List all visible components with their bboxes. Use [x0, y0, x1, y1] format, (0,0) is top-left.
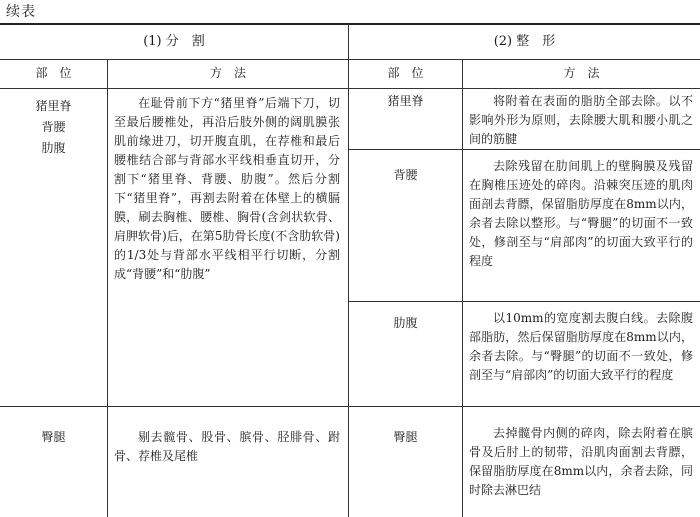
table-top-border: [0, 23, 700, 25]
left-row2-part: [0, 428, 107, 447]
right-row-divider-1: [348, 149, 700, 150]
section-title-cutting: (1) 分 割: [143, 34, 205, 49]
left-row1-method: 在耻骨前下方“猪里脊”后端下刀，切至最后腰椎处，再沿后肢外侧的阔肌膜张肌前缘进刀，切开腹直肌，在荐椎和最后腰椎结合部与背部水平线相垂直切开，分割下“猪里脊、背腰、肋腹”。然后分割下“猪里脊”，再割去附着在体壁上的横膈膜，刷去胸椎、腰椎、胸骨(含剑状软骨、肩胛软骨)后，在第5肋骨长度(不含肋软骨)的1/3处与背部水平线相平行切断，分割成“背腰”和“肋腹”: [114, 96, 340, 281]
left-inner-divider: [107, 59, 108, 517]
continued-label: 续表: [6, 4, 36, 20]
right-row1-part: 猪里脊: [387, 94, 424, 108]
part-label: 臀腿: [41, 430, 66, 444]
column-header-rule: [0, 88, 700, 89]
right-row1-method: 将附着在表面的脂肪全部去除。以不影响外形为原则，去除腰大肌和腰小肌之间的筋腱: [469, 94, 693, 146]
right-row-divider-2: [348, 301, 700, 302]
right-method-header: 方 法: [563, 66, 600, 80]
right-row4-method: 去掉髋骨内侧的碎肉，除去附着在膑骨及后肘上的韧带，沿肌肉面割去背膘，保留脂肪厚度在8mm以内，余者去除，同时除去淋巴结: [469, 426, 693, 497]
right-row2-part: 背腰: [393, 168, 418, 182]
left-row-divider: [0, 406, 348, 407]
right-part-header: 部 位: [387, 66, 424, 80]
right-row2-method: 去除残留在肋间肌上的壁胸膜及残留在胸椎压迹处的碎肉。沿棘突压迹的肌肉面剖去背膘，保留脂肪厚度在8mm以内，余者去除以整形。与“臀腿”的切面不一致处，修剖至与“肩部肉”的切面大致平行的程度: [469, 159, 693, 268]
left-row2-method: 剔去髋骨、股骨、膑骨、胫腓骨、跗骨、荐椎及尾椎: [114, 430, 340, 463]
section-header-rule: [0, 59, 700, 60]
right-row-divider-3: [348, 406, 700, 407]
right-inner-divider: [462, 59, 463, 517]
part-label: 肋腹: [41, 141, 66, 155]
right-row4-part: 臀腿: [393, 430, 418, 444]
right-row3-part: 肋腹: [393, 316, 418, 330]
section-title-trimming: (2) 整 形: [493, 34, 556, 49]
part-label: 猪里脊: [35, 99, 72, 113]
left-row1-part: [0, 96, 107, 159]
left-method-header: 方 法: [209, 66, 246, 80]
part-label: 背腰: [41, 120, 66, 134]
left-part-header: 部 位: [35, 66, 72, 80]
right-row3-method: 以10mm的宽度割去腹白线。去除腹部脂肪，然后保留脂肪厚度在8mm以内，余者去除。与“臀腿”的切面不一致处，修剖至与“肩部肉”的切面大致平行的程度: [469, 311, 693, 382]
